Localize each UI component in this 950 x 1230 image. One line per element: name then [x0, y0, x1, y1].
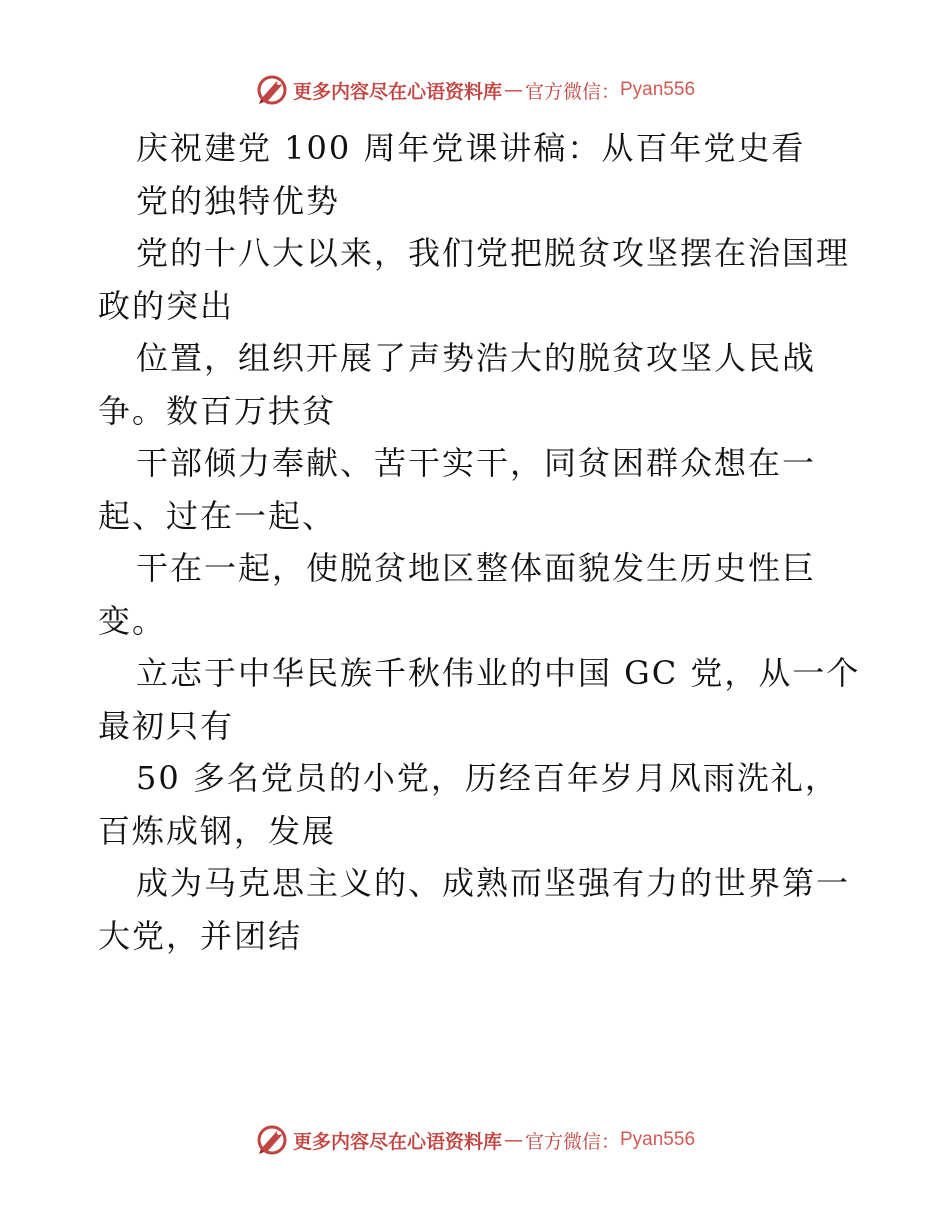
paragraph-line: 干部倾力奉献、苦干实干，同贫困群众想在一: [136, 444, 817, 482]
pen-logo-icon: [255, 1123, 289, 1157]
paragraph-line: 政的突出: [98, 286, 235, 325]
paragraph-line: 最初只有: [98, 706, 235, 745]
watermark-wechat-label: 官方微信：: [524, 1130, 620, 1153]
paragraph-line: 起、过在一起、: [98, 496, 337, 535]
footer-watermark: [0, 1120, 950, 1160]
watermark-handle: Pyan556: [620, 79, 696, 100]
paragraph-line: 变。: [98, 601, 167, 640]
paragraph-line: 立志于中华民族千秋伟业的中国 GC 党，从一个: [136, 654, 861, 692]
header-watermark: [0, 70, 950, 110]
paragraph-line: 百炼成钢，发展: [98, 811, 337, 850]
paragraph-line: 成为马克思主义的、成熟而坚强有力的世界第一: [136, 864, 851, 902]
document-title-line-2: 党的独特优势: [136, 181, 341, 220]
paragraph-line: 大党，并团结: [98, 916, 303, 955]
paragraph-line: 干在一起，使脱贫地区整体面貌发生历史性巨: [136, 549, 817, 587]
document-title-line-1: 庆祝建党 100 周年党课讲稿：从百年党史看: [136, 129, 806, 167]
paragraph-line: 争。数百万扶贫: [98, 391, 337, 430]
pen-logo-icon: [255, 73, 289, 107]
watermark-separator: —: [503, 79, 523, 101]
watermark-brand: 更多内容尽在心语资料库: [292, 80, 502, 103]
paragraph-line: 位置，组织开展了声势浩大的脱贫攻坚人民战: [136, 339, 817, 377]
watermark-wechat-label: 官方微信：: [524, 80, 620, 103]
paragraph-line: 党的十八大以来，我们党把脱贫攻坚摆在治国理: [136, 234, 851, 272]
watermark-brand: 更多内容尽在心语资料库: [292, 1130, 502, 1153]
watermark-separator: —: [503, 1129, 523, 1151]
document-body: [98, 122, 861, 962]
paragraph-line: 50 多名党员的小党，历经百年岁月风雨洗礼，: [136, 759, 839, 797]
watermark-handle: Pyan556: [620, 1129, 696, 1150]
